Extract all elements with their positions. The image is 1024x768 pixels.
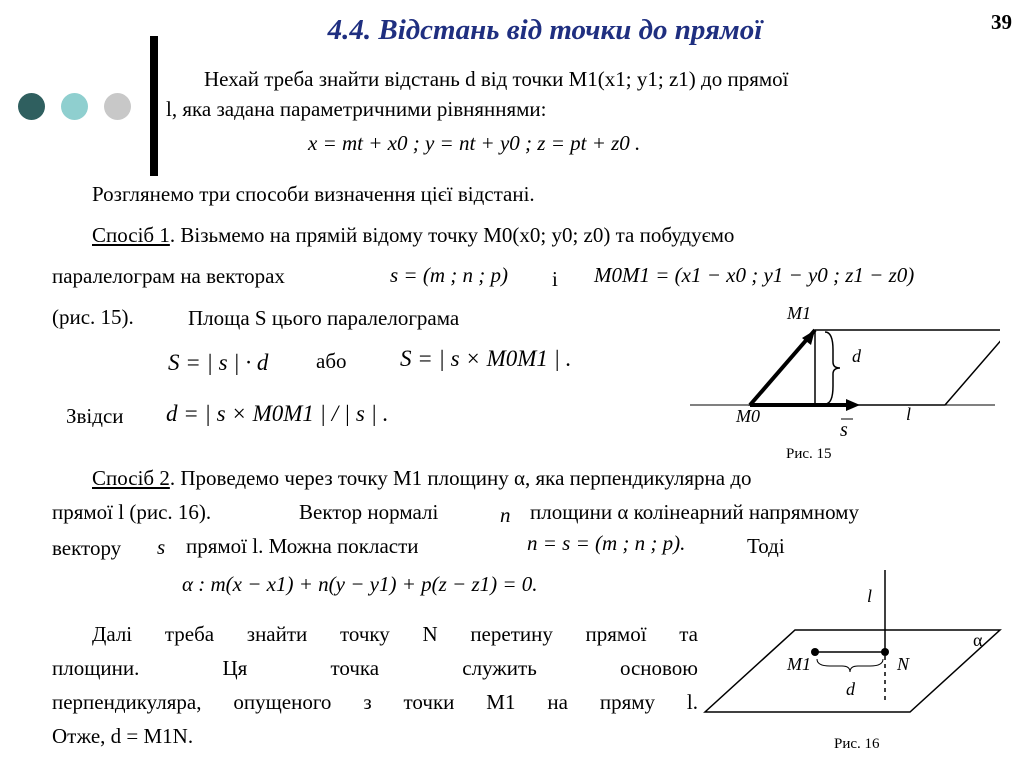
page-number: 39 (991, 10, 1012, 34)
point-m1 (811, 648, 819, 656)
method1-label: Спосіб 1 (92, 223, 170, 247)
vector-m0m1-formula: M0M1 = (x1 − x0 ; y1 − y0 ; z1 − z0) (594, 263, 915, 287)
figure-16 (700, 560, 1020, 760)
parallelogram (750, 330, 1000, 405)
decor-dot-dark (18, 93, 45, 120)
plane-equation: α : m(x − x1) + n(y − y1) + p(z − z1) = 0. (182, 572, 538, 596)
area-formula-a: S = | s | · d (168, 350, 269, 375)
height-brace (825, 332, 840, 404)
label-l: l (906, 404, 912, 424)
n-eq-s-formula: n = s = (m ; n ; p). (527, 531, 686, 555)
label-alpha: α (973, 630, 983, 650)
conj-and: і (552, 267, 558, 291)
label-d: d (846, 679, 855, 699)
label-d: d (852, 346, 861, 366)
method2-label: Спосіб 2 (92, 466, 170, 490)
label-m1: M1 (787, 654, 811, 674)
param-equations: x = mt + x0 ; y = nt + y0 ; z = pt + z0 . (308, 131, 641, 155)
final-line-3: перпендикуляра, опущеного з точки M1 на пряму l. (52, 690, 698, 714)
method2-line-3a: вектору (52, 536, 122, 560)
intro-line-1: Нехай треба знайти відстань d від точки M1(x1; y1; z1) до прямої (204, 67, 789, 91)
method2-line-1 (92, 465, 752, 491)
final-line-1: Далі треба знайти точку N перетину прямої та (92, 622, 698, 646)
label-n: N (897, 654, 910, 674)
final-line-2: площини. Ця точка служить основою (52, 656, 698, 680)
decor-dot-teal (61, 93, 88, 120)
point-n (881, 648, 889, 656)
accent-bar (150, 36, 158, 176)
plane-alpha (705, 630, 1000, 712)
label-m0: M0 (736, 406, 760, 426)
label-l: l (867, 586, 873, 606)
method2-line-2b: Вектор нормалі (299, 500, 439, 524)
fig15-ref: (рис. 15). (52, 305, 134, 329)
intro-line-2: l, яка задана параметричними рівняннями: (166, 97, 547, 121)
figure-15 (680, 300, 1000, 470)
method2-line-1-rest: . Проведемо через точку M1 площину α, яка перпендикулярна до (169, 466, 752, 490)
direction-vector-s: s (157, 535, 166, 559)
label-m1: M1 (787, 303, 811, 323)
decor-dot-gray (104, 93, 131, 120)
method1-line-1-rest: . Візьмемо на прямій відому точку M0(x0; y0; z0) та побудуємо (169, 223, 735, 247)
arrow-head-s (846, 399, 860, 411)
fig16-caption: Рис. 16 (834, 736, 880, 752)
page-title: 4.4. Відстань від точки до прямої (327, 14, 763, 46)
method2-line-3b: прямої l. Можна покласти (186, 534, 419, 558)
fig15-caption: Рис. 15 (786, 446, 832, 462)
vector-m0m1-line (750, 330, 815, 405)
vector-s-formula: s = (m ; n ; p) (390, 263, 508, 287)
label-s: s (840, 419, 848, 441)
area-text: Площа S цього паралелограма (188, 306, 460, 330)
method2-line-2a: прямої l (рис. 16). (52, 500, 212, 524)
or-text: або (316, 349, 347, 373)
normal-vector-n: n (500, 503, 511, 527)
area-formula-b: S = | s × M0M1 | . (400, 346, 572, 371)
hence-text: Звідси (66, 404, 124, 428)
then-text: Тоді (747, 534, 785, 558)
method1-line-1 (92, 222, 734, 248)
method1-line-2: паралелограм на векторах (52, 264, 285, 288)
method2-line-2c: площини α колінеарний напрямному (530, 500, 859, 524)
consider-text: Розглянемо три способи визначення цієї відстані. (92, 182, 535, 206)
distance-formula: d = | s × M0M1 | / | s | . (166, 401, 389, 426)
distance-brace (817, 659, 883, 672)
final-line-4: Отже, d = M1N. (52, 724, 194, 748)
